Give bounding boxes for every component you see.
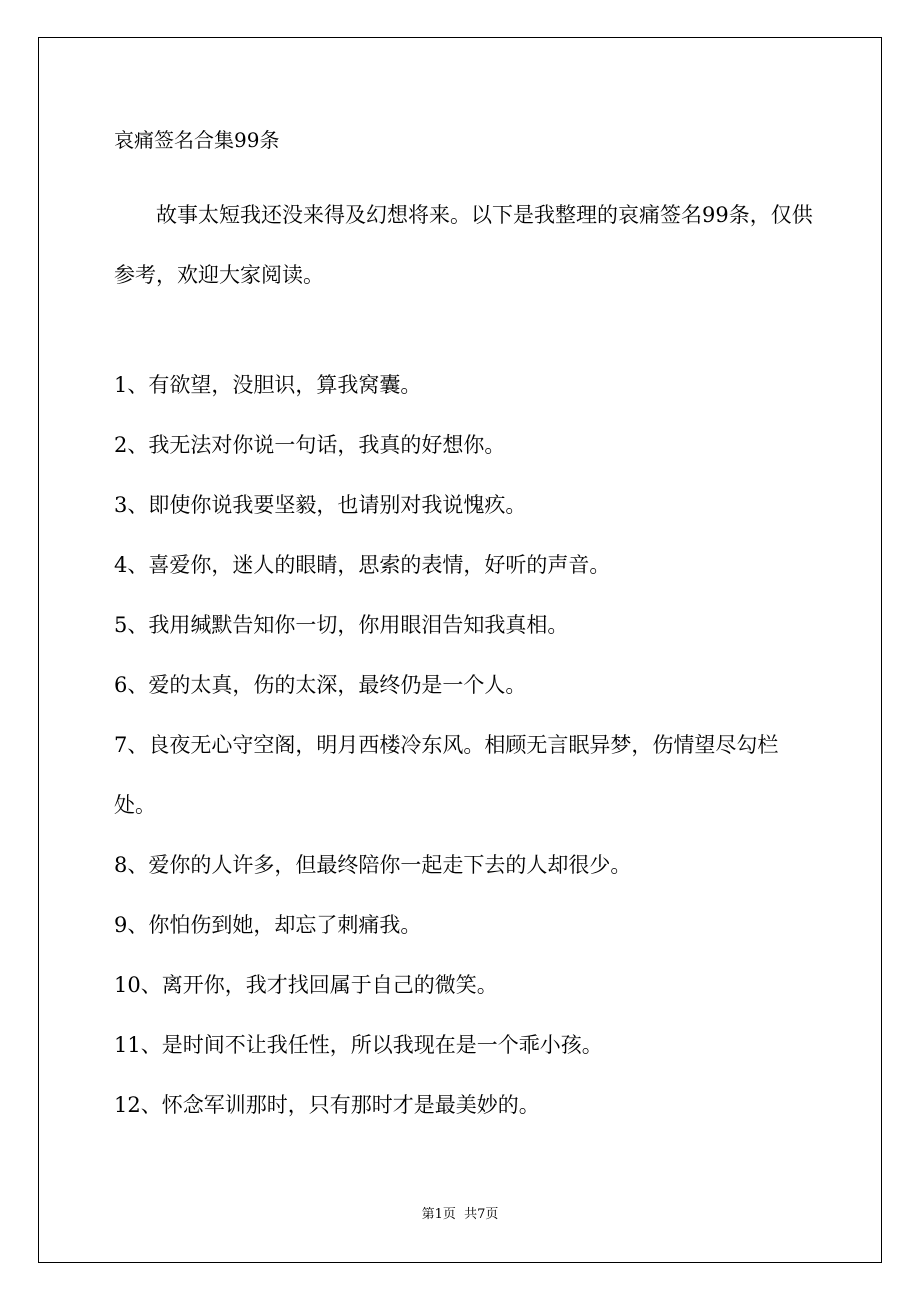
list-item: 2、我无法对你说一句话，我真的好想你。	[114, 433, 506, 457]
document-title: 哀痛签名合集99条	[114, 128, 280, 152]
list-item: 8、爱你的人许多，但最终陪你一起走下去的人却很少。	[114, 853, 632, 877]
intro-paragraph: 故事太短我还没来得及幻想将来。以下是我整理的哀痛签名99条，仅供参考，欢迎大家阅读。	[114, 203, 813, 287]
list-item: 1、有欲望，没胆识，算我窝囊。	[114, 373, 422, 397]
list-item: 12、怀念军训那时，只有那时才是最美妙的。	[114, 1093, 540, 1117]
list-item: 11、是时间不让我任性，所以我现在是一个乖小孩。	[114, 1033, 603, 1057]
list-item: 9、你怕伤到她，却忘了刺痛我。	[114, 913, 422, 937]
list-item: 7、良夜无心守空阁，明月西楼冷东风。相顾无言眠异梦，伤情望尽勾栏处。	[114, 733, 779, 817]
list-item: 4、喜爱你，迷人的眼睛，思索的表情，好听的声音。	[114, 553, 611, 577]
list-item: 10、离开你，我才找回属于自己的微笑。	[114, 973, 498, 997]
list-item: 3、即使你说我要坚毅，也请别对我说愧疚。	[114, 493, 527, 517]
list-item: 6、爱的太真，伤的太深，最终仍是一个人。	[114, 673, 527, 697]
page-footer: 第1页 共7页	[421, 1207, 499, 1222]
signature-list	[114, 355, 814, 1135]
list-item: 5、我用缄默告知你一切，你用眼泪告知我真相。	[114, 613, 569, 637]
